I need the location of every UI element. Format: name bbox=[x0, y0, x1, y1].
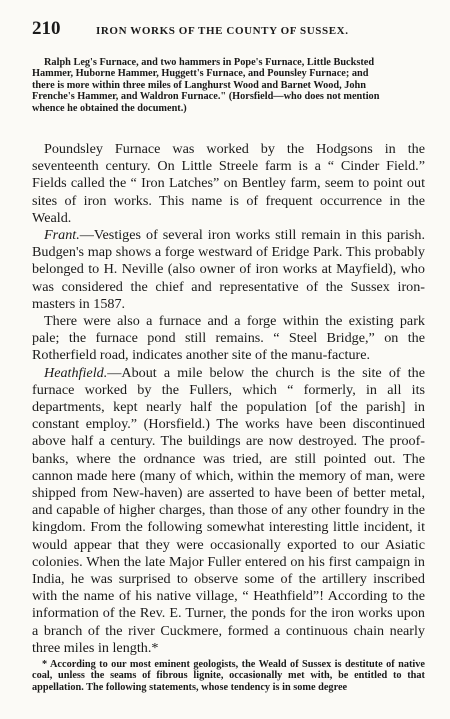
footnote-text: * According to our most eminent geologists, the Weald of Sussex is destitute of native coal, unless the seams of fibrous lignite, occasionally met with, be entitled to that appellation. The following statements, whose tendency is in some degree bbox=[32, 659, 425, 693]
page-number: 210 bbox=[32, 18, 61, 39]
paragraph-heathfield-text: —About a mile below the church is the site of the furnace worked by the Fullers, which “ formerly, in all its departments, kept nearly half the population [of the parish] in constant employ.” (Horsfield.) The works have been discontinued above half a century. The buildings are now destroyed. The proof-banks, where the ordnance was tried, are still pointed out. The cannon made here (many of which, within the memory of man, were shipped from New-haven) are asserted to have been of better metal, and capable of higher charges, than those of any other foundry in the kingdom. From the following somewhat interesting little incident, it would appear that they were occasionally exported to our Asiatic colonies. When the late Major Fuller entered on his first campaign in India, he was surprised to observe some of the artillery inscribed with the name of his native village, “ Heathfield”! According to the information of the Rev. E. Turner, the ponds for the iron works upon a branch of the river Cuckmere, formed a continuous chain nearly three miles in length.* bbox=[32, 364, 425, 656]
place-name-heathfield: Heathfield. bbox=[44, 364, 108, 381]
paragraph-park-pale: There were also a furnace and a forge within the existing park pale; the furnace pond still remains. “ Steel Bridge,” on the Rotherfield road, indicates another site of the manu-facture. bbox=[32, 313, 425, 364]
running-head: IRON WORKS OF THE COUNTY OF SUSSEX. bbox=[96, 25, 349, 37]
paragraph-poundsley: Poundsley Furnace was worked by the Hodgsons in the seventeenth century. On Little Streele farm is a “ Cinder Field.” Fields called the “ Iron Latches” on Bentley farm, seem to point out sites of iron works. This name is of frequent occurrence in the Weald. bbox=[32, 141, 425, 226]
paragraph-heathfield bbox=[32, 365, 425, 657]
paragraph-frant-text: —Vestiges of several iron works still remain in this parish. Budgen's map shows a forge westward of Eridge Park. This probably belonged to H. Neville (also owner of iron works at Mayfield), who was considered the chief and representative of the Sussex iron-masters in 1587. bbox=[32, 227, 425, 312]
intro-line: there is more within three miles of Langhurst Wood and Barnet Wood, John bbox=[32, 79, 367, 91]
footnote bbox=[32, 659, 425, 693]
intro-line: whence he obtained the document.) bbox=[32, 102, 187, 114]
paragraph-frant bbox=[32, 227, 425, 313]
main-text bbox=[32, 141, 425, 657]
intro-note bbox=[32, 57, 425, 114]
place-name-frant: Frant. bbox=[44, 227, 80, 244]
intro-line: Ralph Leg's Furnace, and two hammers in Pope's Furnace, Little Bucksted bbox=[44, 57, 375, 68]
intro-line: Hammer, Huborne Hammer, Huggett's Furnace, and Pounsley Furnace; and bbox=[32, 68, 369, 80]
intro-line: Frenche's Hammer, and Waldron Furnace." (Horsfield—who does not mention bbox=[32, 91, 380, 103]
page-header bbox=[32, 18, 422, 40]
